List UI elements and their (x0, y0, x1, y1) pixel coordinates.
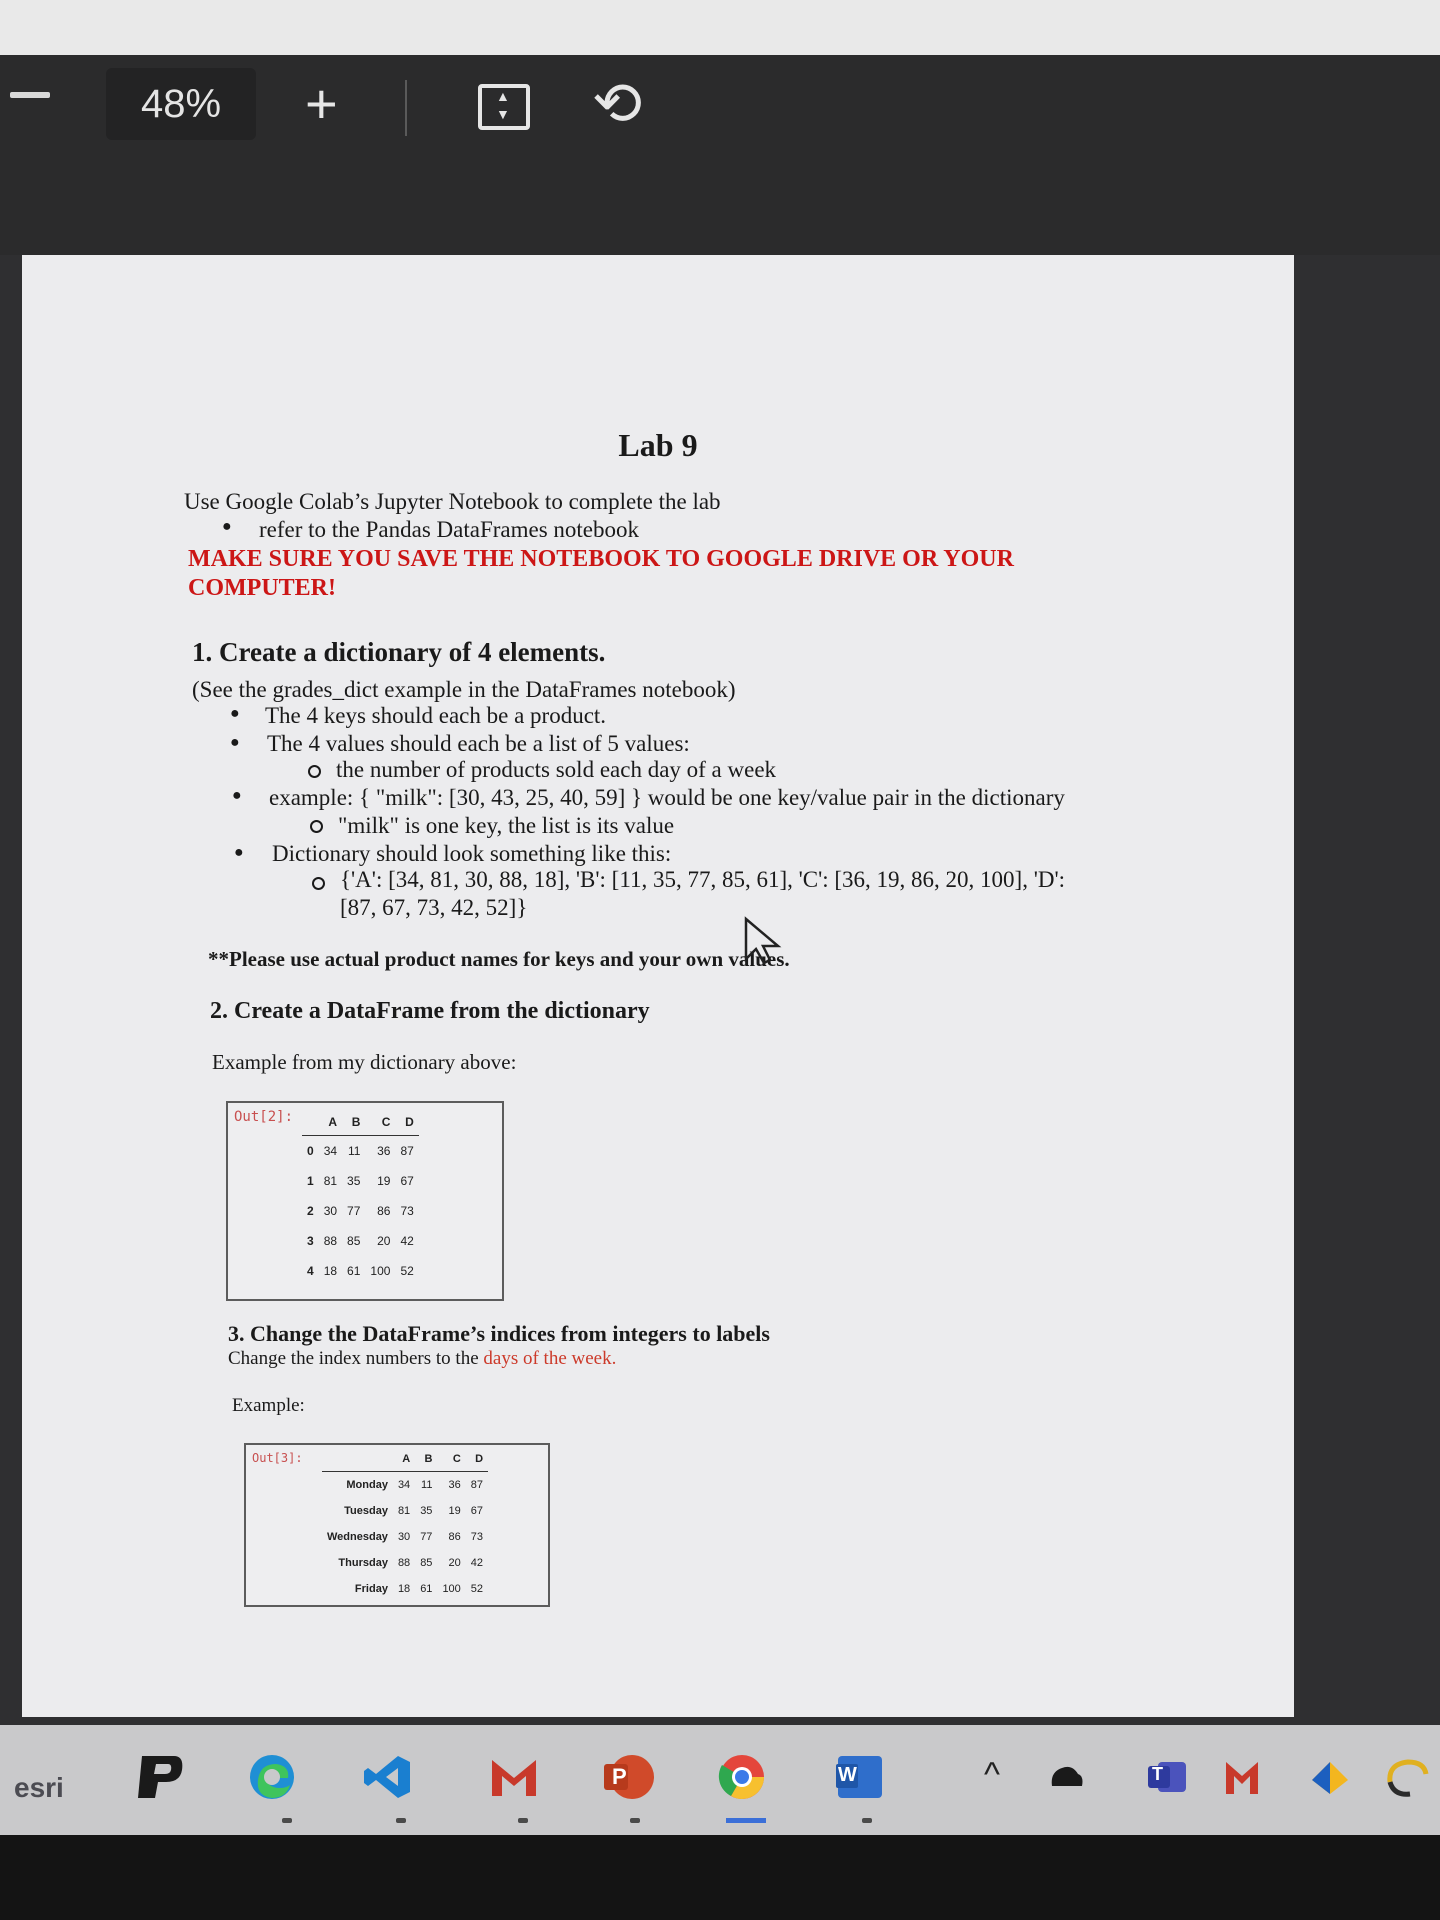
section1-sub-4-line-1: {'A': [34, 81, 30, 88, 18], 'B': [11, 35, 77, 85, 61], 'C': [36, 19, 86, 20, 100], 'D': (340, 867, 1066, 892)
table-cell: 11 (347, 1144, 361, 1158)
table-cell: 35 (347, 1174, 361, 1188)
warning-line-1: MAKE SURE YOU SAVE THE NOTEBOOK TO GOOGLE DRIVE OR YOUR (188, 546, 1014, 572)
table-cell: 100 (442, 1583, 461, 1595)
row-index: 2 (307, 1204, 314, 1218)
table-cell: 20 (448, 1557, 461, 1569)
warning-line-2: COMPUTER! (188, 575, 336, 601)
chrome-browser-icon[interactable] (716, 1752, 768, 1802)
column-header: A (319, 1109, 342, 1136)
section3-example-label: Example: (232, 1395, 305, 1416)
mouse-cursor-icon (742, 915, 802, 965)
index-header (302, 1109, 319, 1136)
section1-bullet-2: The 4 values should each be a list of 5 values: (267, 731, 690, 756)
row-index: 0 (307, 1144, 314, 1158)
section1-sub-2: the number of products sold each day of a week (336, 757, 777, 782)
dataframe-output-box (226, 1101, 504, 1301)
section1-bullet-3: example: { "milk": [30, 43, 25, 40, 59] } would be one key/value pair in the dictionary (269, 785, 1065, 810)
row-index: 3 (307, 1234, 314, 1248)
page-title: Lab 9 (618, 427, 698, 463)
sub-bullet-circle (310, 820, 323, 833)
sub-bullet-circle (312, 877, 325, 890)
table-cell: 19 (448, 1505, 461, 1517)
output-label: Out[2]: (234, 1109, 294, 1125)
running-indicator (630, 1818, 640, 1823)
table-row (302, 1136, 419, 1167)
table-row (302, 1166, 419, 1196)
row-index: Tuesday (344, 1505, 388, 1517)
powerpoint-icon[interactable] (602, 1752, 654, 1802)
table-cell: 35 (420, 1505, 433, 1517)
table-cell: 86 (377, 1204, 391, 1218)
table-row (322, 1498, 488, 1524)
table-cell: 77 (347, 1204, 361, 1218)
table-cell: 36 (377, 1144, 391, 1158)
bullet-dot: ● (234, 844, 244, 861)
zoom-out-button[interactable] (10, 92, 50, 98)
running-indicator (396, 1818, 406, 1823)
sub-bullet-circle (308, 765, 321, 778)
table-cell: 34 (323, 1144, 338, 1158)
table-cell: 30 (397, 1531, 411, 1543)
section3-subheading: Change the index numbers to the days of the week. (228, 1348, 617, 1369)
table-cell: 85 (347, 1234, 361, 1248)
section2-example-label: Example from my dictionary above: (212, 1050, 517, 1074)
monitor-bottom-bezel (0, 1835, 1440, 1920)
row-index: Monday (346, 1479, 388, 1491)
dataframe-table-days (322, 1447, 488, 1602)
table-cell: 42 (470, 1557, 484, 1569)
table-cell: 61 (347, 1264, 361, 1278)
output-label: Out[3]: (252, 1451, 303, 1465)
column-header: D (466, 1447, 488, 1472)
section3-heading: 3. Change the DataFrame’s indices from integers to labels (228, 1321, 770, 1346)
running-indicator (282, 1818, 292, 1823)
section1-bullet-4: Dictionary should look something like this: (272, 841, 672, 866)
table-cell: 36 (448, 1479, 461, 1491)
zoom-level-display[interactable]: 48% (106, 68, 256, 140)
column-header: C (437, 1447, 465, 1472)
dataframe-output-box-2 (244, 1443, 550, 1607)
bullet-dot: ● (230, 734, 240, 751)
section1-sub-4-line-2: [87, 67, 73, 42, 52]} (340, 895, 528, 920)
column-header: C (365, 1109, 395, 1136)
table-header-row (322, 1447, 488, 1472)
table-cell: 61 (420, 1583, 433, 1595)
table-row (322, 1550, 488, 1576)
table-cell: 87 (470, 1479, 484, 1491)
word-label: W (838, 1764, 857, 1786)
table-cell: 86 (448, 1531, 461, 1543)
table-cell: 67 (470, 1505, 484, 1517)
table-cell: 52 (470, 1583, 484, 1595)
onedrive-icon[interactable] (1046, 1752, 1086, 1802)
purdue-app-icon[interactable] (134, 1752, 186, 1802)
table-row (322, 1524, 488, 1550)
show-hidden-icons-chevron[interactable]: ^ (984, 1756, 1000, 1794)
index-header (322, 1447, 393, 1472)
rotate-icon[interactable]: ⟲ (592, 70, 643, 137)
column-header: B (342, 1109, 365, 1136)
table-cell: 73 (470, 1531, 484, 1543)
intro-text: Use Google Colab’s Jupyter Notebook to complete the lab (184, 489, 721, 514)
document-page (22, 255, 1294, 1717)
table-cell: 18 (397, 1583, 411, 1595)
section1-subheading: (See the grades_dict example in the DataFrames notebook) (192, 677, 736, 702)
bullet-dot: ● (222, 518, 232, 535)
table-cell: 88 (397, 1557, 411, 1569)
dataframe-table (302, 1109, 419, 1286)
column-header: A (393, 1447, 415, 1472)
row-index: Friday (354, 1583, 388, 1595)
mail-app-icon[interactable] (488, 1752, 540, 1802)
esri-app-icon[interactable]: esri (14, 1772, 64, 1803)
toolbar-divider (405, 80, 407, 136)
table-cell: 52 (400, 1264, 414, 1278)
running-indicator (862, 1818, 872, 1823)
powerpoint-label: P (612, 1764, 627, 1789)
bullet-dot: ● (230, 705, 240, 722)
row-index: Thursday (338, 1557, 388, 1569)
table-row (302, 1196, 419, 1226)
section2-heading: 2. Create a DataFrame from the dictionary (210, 998, 650, 1024)
table-cell: 42 (400, 1234, 414, 1248)
table-cell: 77 (420, 1531, 433, 1543)
row-index: Wednesday (327, 1531, 388, 1543)
fit-page-icon[interactable] (478, 84, 530, 130)
table-row (302, 1226, 419, 1256)
edge-browser-icon[interactable] (246, 1752, 298, 1802)
table-cell: 20 (377, 1234, 391, 1248)
table-row (322, 1576, 488, 1602)
table-row (322, 1472, 488, 1499)
table-cell: 85 (420, 1557, 433, 1569)
table-cell: 81 (323, 1174, 338, 1188)
table-cell: 88 (323, 1234, 338, 1248)
mail-tray-icon[interactable] (1222, 1752, 1262, 1802)
app-tray-icon[interactable] (1380, 1752, 1430, 1802)
active-indicator (726, 1818, 766, 1823)
security-shield-icon[interactable] (1306, 1752, 1354, 1802)
row-index: 1 (307, 1174, 314, 1188)
table-cell: 30 (323, 1204, 338, 1218)
table-cell: 100 (370, 1264, 391, 1278)
table-row (302, 1256, 419, 1286)
table-cell: 18 (323, 1264, 338, 1278)
table-cell: 73 (400, 1204, 414, 1218)
table-cell: 11 (421, 1479, 433, 1491)
column-header: B (415, 1447, 437, 1472)
section1-sub-3: "milk" is one key, the list is its value (338, 813, 675, 838)
column-header: D (395, 1109, 418, 1136)
running-indicator (518, 1818, 528, 1823)
zoom-in-button[interactable]: + (305, 72, 338, 135)
vscode-icon[interactable] (362, 1752, 414, 1802)
section1-note: **Please use actual product names for keys and your own values. (208, 947, 790, 971)
table-header-row (302, 1109, 419, 1136)
table-cell: 19 (377, 1174, 391, 1188)
table-cell: 34 (397, 1479, 411, 1491)
table-cell: 67 (400, 1174, 414, 1188)
intro-bullet-text: refer to the Pandas DataFrames notebook (259, 517, 640, 542)
table-cell: 87 (400, 1144, 414, 1158)
row-index: 4 (307, 1264, 314, 1278)
table-cell: 81 (397, 1505, 411, 1517)
section1-heading: 1. Create a dictionary of 4 elements. (192, 637, 606, 667)
section1-bullet-1: The 4 keys should each be a product. (265, 703, 607, 728)
teams-label: T (1152, 1764, 1163, 1784)
bullet-dot: ● (232, 787, 242, 804)
monitor-top-bezel (0, 0, 1440, 55)
